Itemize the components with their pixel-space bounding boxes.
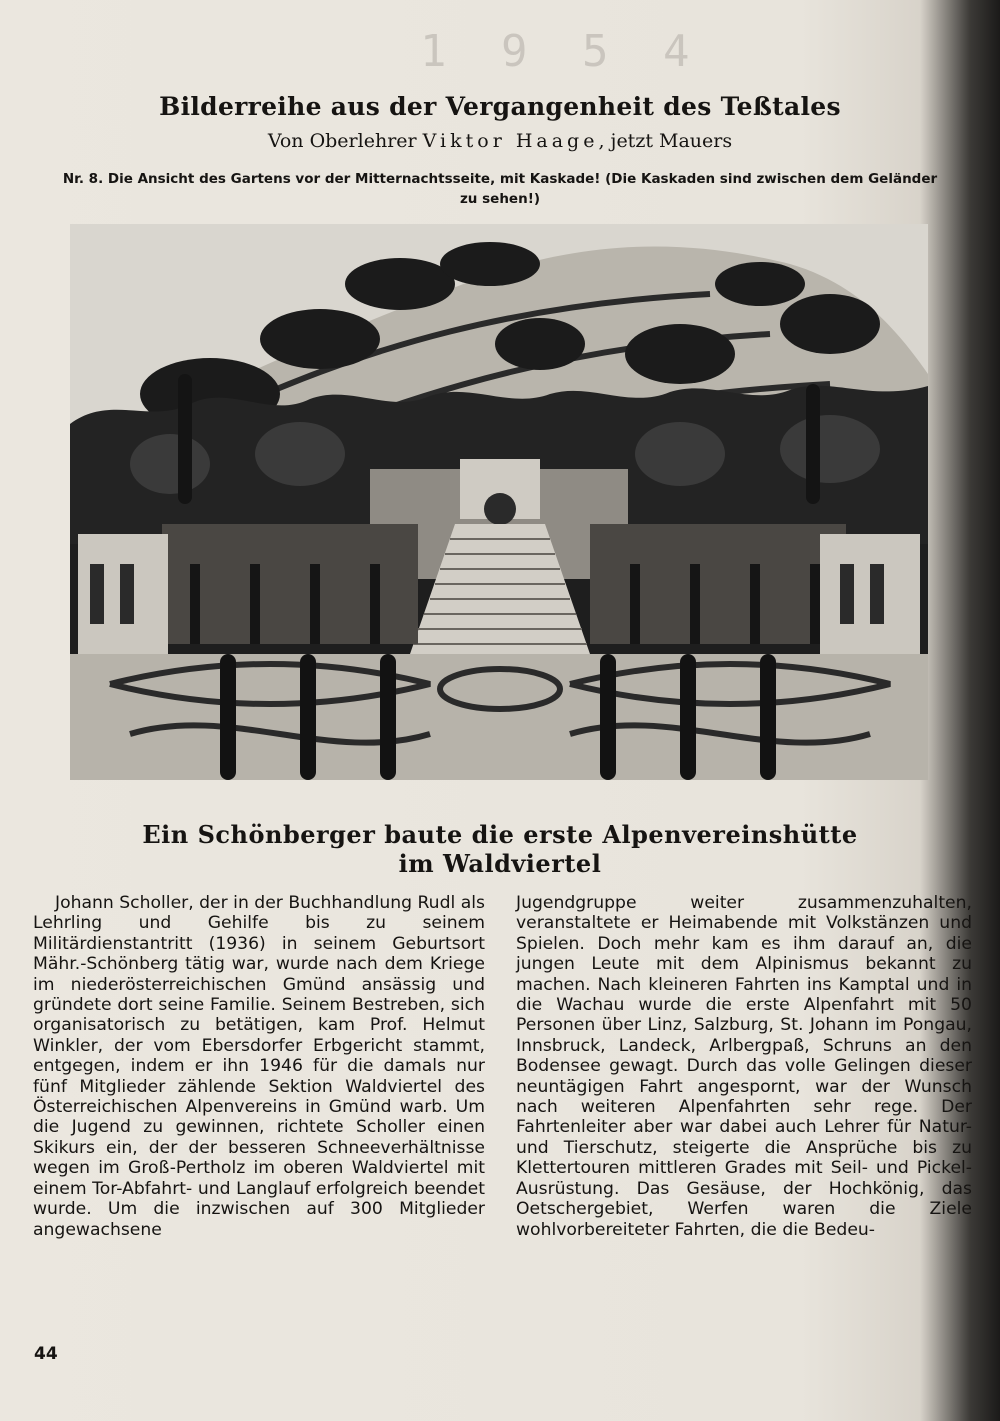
- byline-author: Viktor Haage: [422, 130, 599, 152]
- byline-suffix: , jetzt Mauers: [598, 130, 733, 152]
- page-number: 44: [34, 1344, 58, 1364]
- article-paragraph-left: Johann Scholler, der in der Buchhandlung Rudl als Lehrling und Gehilfe bis zu seinem Militärdienstantritt (1936) in seinem Geburtsort Mähr.-Schönberg tätig war, wurde nach dem Kriege im niederösterreichischen Gmünd ansässig und gründete dort seine Familie. Seinem Bestreben, sich organisatorisch zu betätigen, kam Prof. Helmut Winkler, der vom Ebersdorfer Erbgericht stammt, entgegen, indem er ihn 1946 für die damals nur fünf Mitglieder zählende Sektion Waldviertel des Österreichischen Alpenvereins in Gmünd warb. Um die Jugend zu gewinnen, richtete Scholler einen Skikurs ein, der der besseren Schneeverhältnisse wegen im Groß-Pertholz im oberen Waldviertel mit einem Tor-Abfahrt- und Langlauf erfolgreich beendet wurde. Um die inzwischen auf 300 Mitglieder angewachsene: [33, 893, 485, 1240]
- article-title: [80, 820, 920, 878]
- archive-stamp: 1 9 5 4: [420, 26, 704, 77]
- series-title: Bilderreihe aus der Vergangenheit des Teßtales: [159, 92, 841, 121]
- garden-illustration: [70, 224, 928, 780]
- article-paragraph-right: Jugendgruppe weiter zusammenzuhalten, veranstaltete er Heimabende mit Volkstänzen und Spielen. Doch mehr kam es ihm darauf an, die jungen Leute mit dem Alpinismus bekannt zu machen. Nach kleineren Fahrten ins Kamptal und in die Wachau wurde die erste Alpenfahrt mit 50 Personen über Linz, Salzburg, St. Johann im Pongau, Innsbruck, Landeck, Arlbergpaß, Schruns an den Bodensee gewagt. Durch das volle Gelingen dieser neuntägigen Fahrt angespornt, war der Wunsch nach weiteren Alpenfahrten sehr rege. Der Fahrtenleiter aber war dabei auch Lehrer für Natur- und Tierschutz, steigerte die Ansprüche bis zu Klettertouren mittleren Grades mit Seil- und Pickel-Ausrüstung. Das Gesäuse, der Hochkönig, das Oetschergebiet, Werfen waren die Ziele wohlvorbereiteter Fahrten, die die Bedeu-: [516, 893, 972, 1240]
- article-column-left: [33, 893, 485, 1240]
- article-title-line-1: Ein Schönberger baute die erste Alpenvereinshütte: [142, 820, 858, 849]
- byline-prefix: Von Oberlehrer: [267, 130, 417, 152]
- article-column-right: [516, 893, 972, 1240]
- illustration-caption: Nr. 8. Die Ansicht des Gartens vor der Mitternachtsseite, mit Kaskade! (Die Kaskaden sind zwischen dem Geländer zu sehen!): [62, 171, 938, 207]
- article-title-line-2: im Waldviertel: [398, 849, 602, 878]
- byline: [80, 130, 920, 152]
